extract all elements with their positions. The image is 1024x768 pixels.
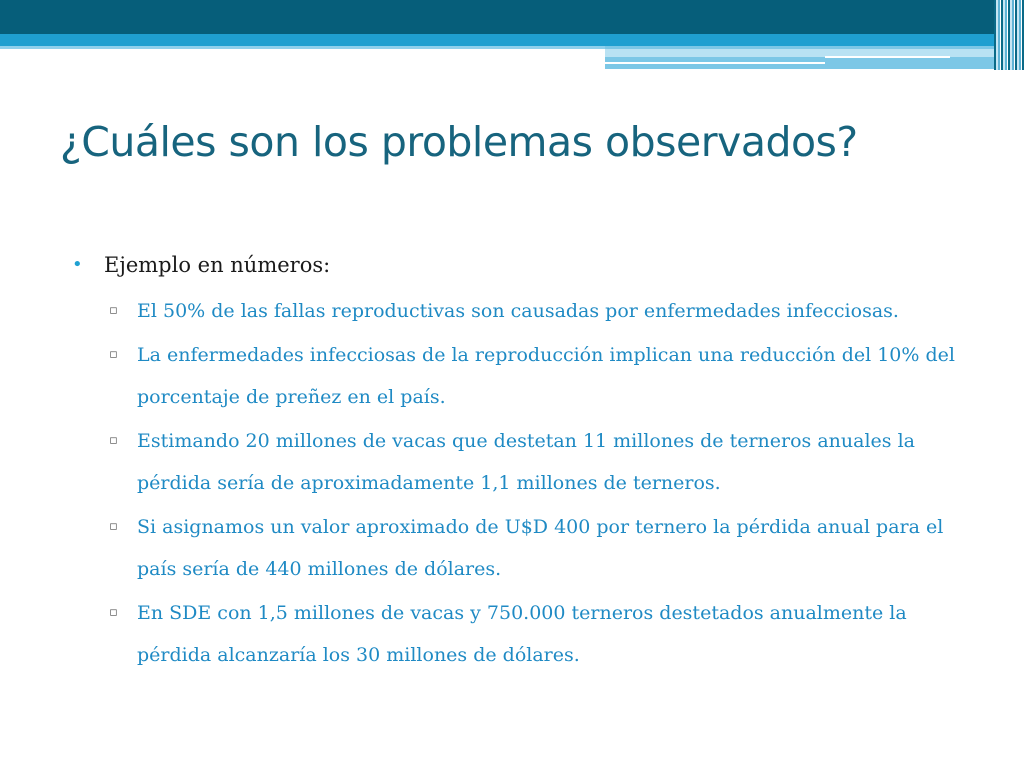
sub-bullet-item	[72, 290, 957, 332]
slide-title: ¿Cuáles son los problemas observados?	[60, 118, 858, 166]
sub-bullet-square-icon: ▫	[109, 347, 118, 362]
bullet-item-text: Ejemplo en números:	[104, 253, 331, 277]
sub-bullet-item	[72, 506, 957, 590]
sub-bullet-square-icon: ▫	[109, 519, 118, 534]
sub-bullet-text: El 50% de las fallas reproductivas son causadas por enfermedades infecciosas.	[137, 300, 899, 322]
sub-bullet-item	[72, 592, 957, 676]
bullet-dot-icon: •	[72, 254, 83, 275]
header-band-dark	[0, 0, 1024, 34]
sub-bullet-square-icon: ▫	[109, 433, 118, 448]
sub-bullet-square-icon: ▫	[109, 605, 118, 620]
sub-bullet-text: Si asignamos un valor aproximado de U$D 400 por ternero la pérdida anual para el país sería de 440 millones de dólares.	[137, 516, 944, 580]
slide-content	[72, 246, 972, 678]
sub-bullet-text: La enfermedades infecciosas de la reproducción implican una reducción del 10% del porcentaje de preñez en el país.	[137, 344, 955, 408]
header-band-thin	[0, 46, 605, 49]
sub-bullet-item	[72, 334, 957, 418]
header-band-line	[825, 56, 950, 58]
sub-bullet-item	[72, 420, 957, 504]
bullet-item	[72, 246, 972, 284]
header-band-line-secondary	[605, 62, 825, 64]
sub-bullet-square-icon: ▫	[109, 303, 118, 318]
sub-bullet-text: Estimando 20 millones de vacas que destetan 11 millones de terneros anuales la pérdida sería de aproximadamente 1,1 millones de terneros.	[137, 430, 915, 494]
header-stripes	[994, 0, 1024, 70]
header-band-light	[0, 34, 1024, 46]
sub-bullet-text: En SDE con 1,5 millones de vacas y 750.000 terneros destetados anualmente la pérdida alcanzaría los 30 millones de dólares.	[137, 602, 907, 666]
